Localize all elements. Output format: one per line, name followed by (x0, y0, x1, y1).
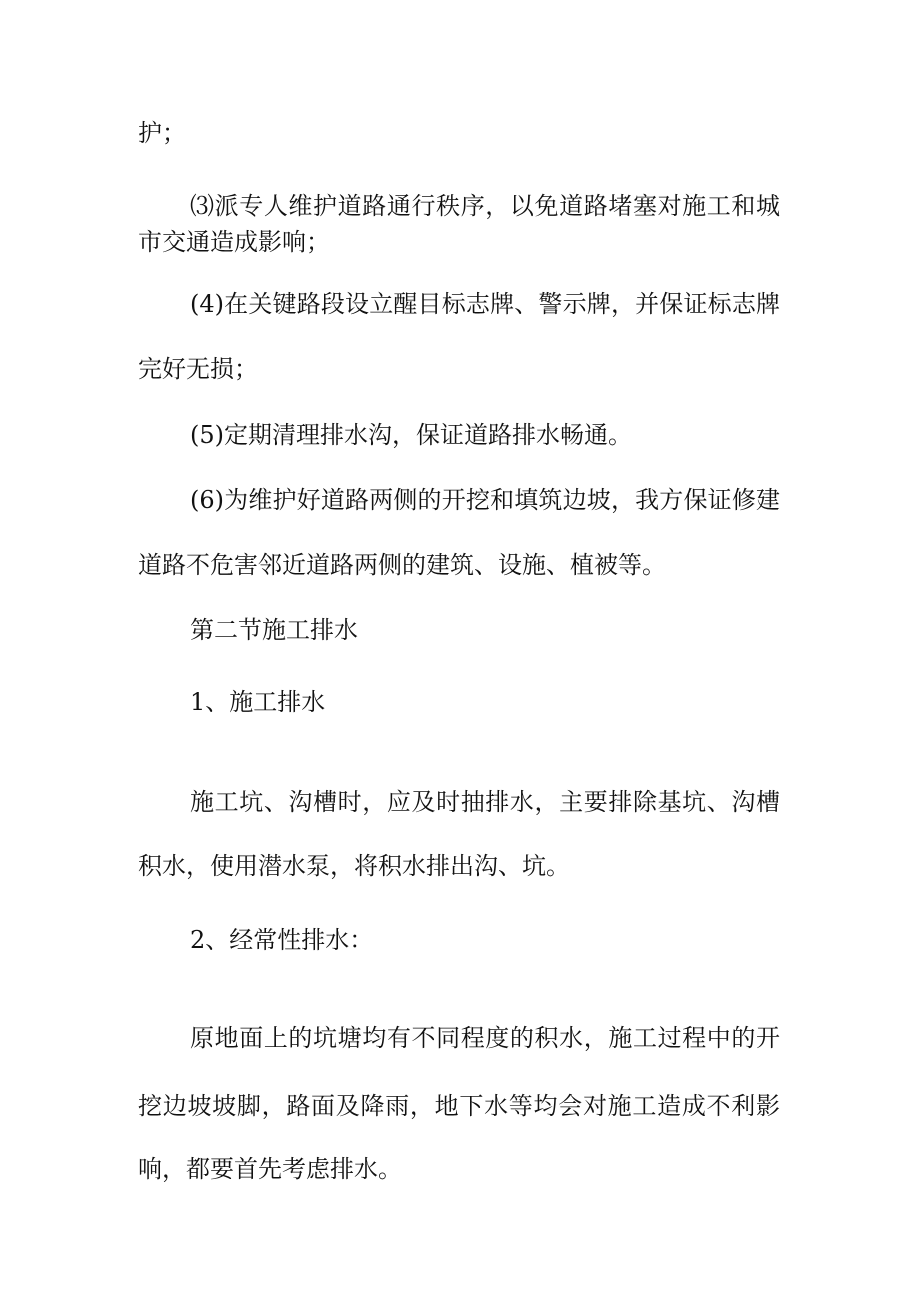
text-line-1: 护； (138, 119, 186, 147)
text-line-2: ⑶派专人维护道路通行秩序，以免道路堵塞对施工和城 (190, 192, 780, 220)
section-heading: 第二节施工排水 (190, 616, 358, 644)
text-line-11: 施工坑、沟槽时，应及时抽排水，主要排除基坑、沟槽 (190, 788, 780, 816)
subsection-heading-2: 2、经常性排水： (190, 926, 374, 954)
text-line-15: 挖边坡坡脚，路面及降雨，地下水等均会对施工造成不利影 (138, 1092, 780, 1120)
text-line-8: 道路不危害邻近道路两侧的建筑、设施、植被等。 (138, 551, 666, 579)
text-line-5: 完好无损； (138, 355, 258, 383)
text-line-7: (6)为维护好道路两侧的开挖和填筑边坡，我方保证修建 (190, 486, 780, 514)
text-line-4: (4)在关键路段设立醒目标志牌、警示牌，并保证标志牌 (190, 290, 780, 318)
text-line-6: (5)定期清理排水沟，保证道路排水畅通。 (190, 421, 632, 449)
subsection-heading-1: 1、施工排水 (190, 688, 326, 716)
text-line-14: 原地面上的坑塘均有不同程度的积水，施工过程中的开 (190, 1024, 780, 1052)
text-line-3: 市交通造成影响； (138, 228, 330, 256)
text-line-12: 积水，使用潜水泵，将积水排出沟、坑。 (138, 852, 570, 880)
text-line-16: 响，都要首先考虑排水。 (138, 1155, 402, 1183)
